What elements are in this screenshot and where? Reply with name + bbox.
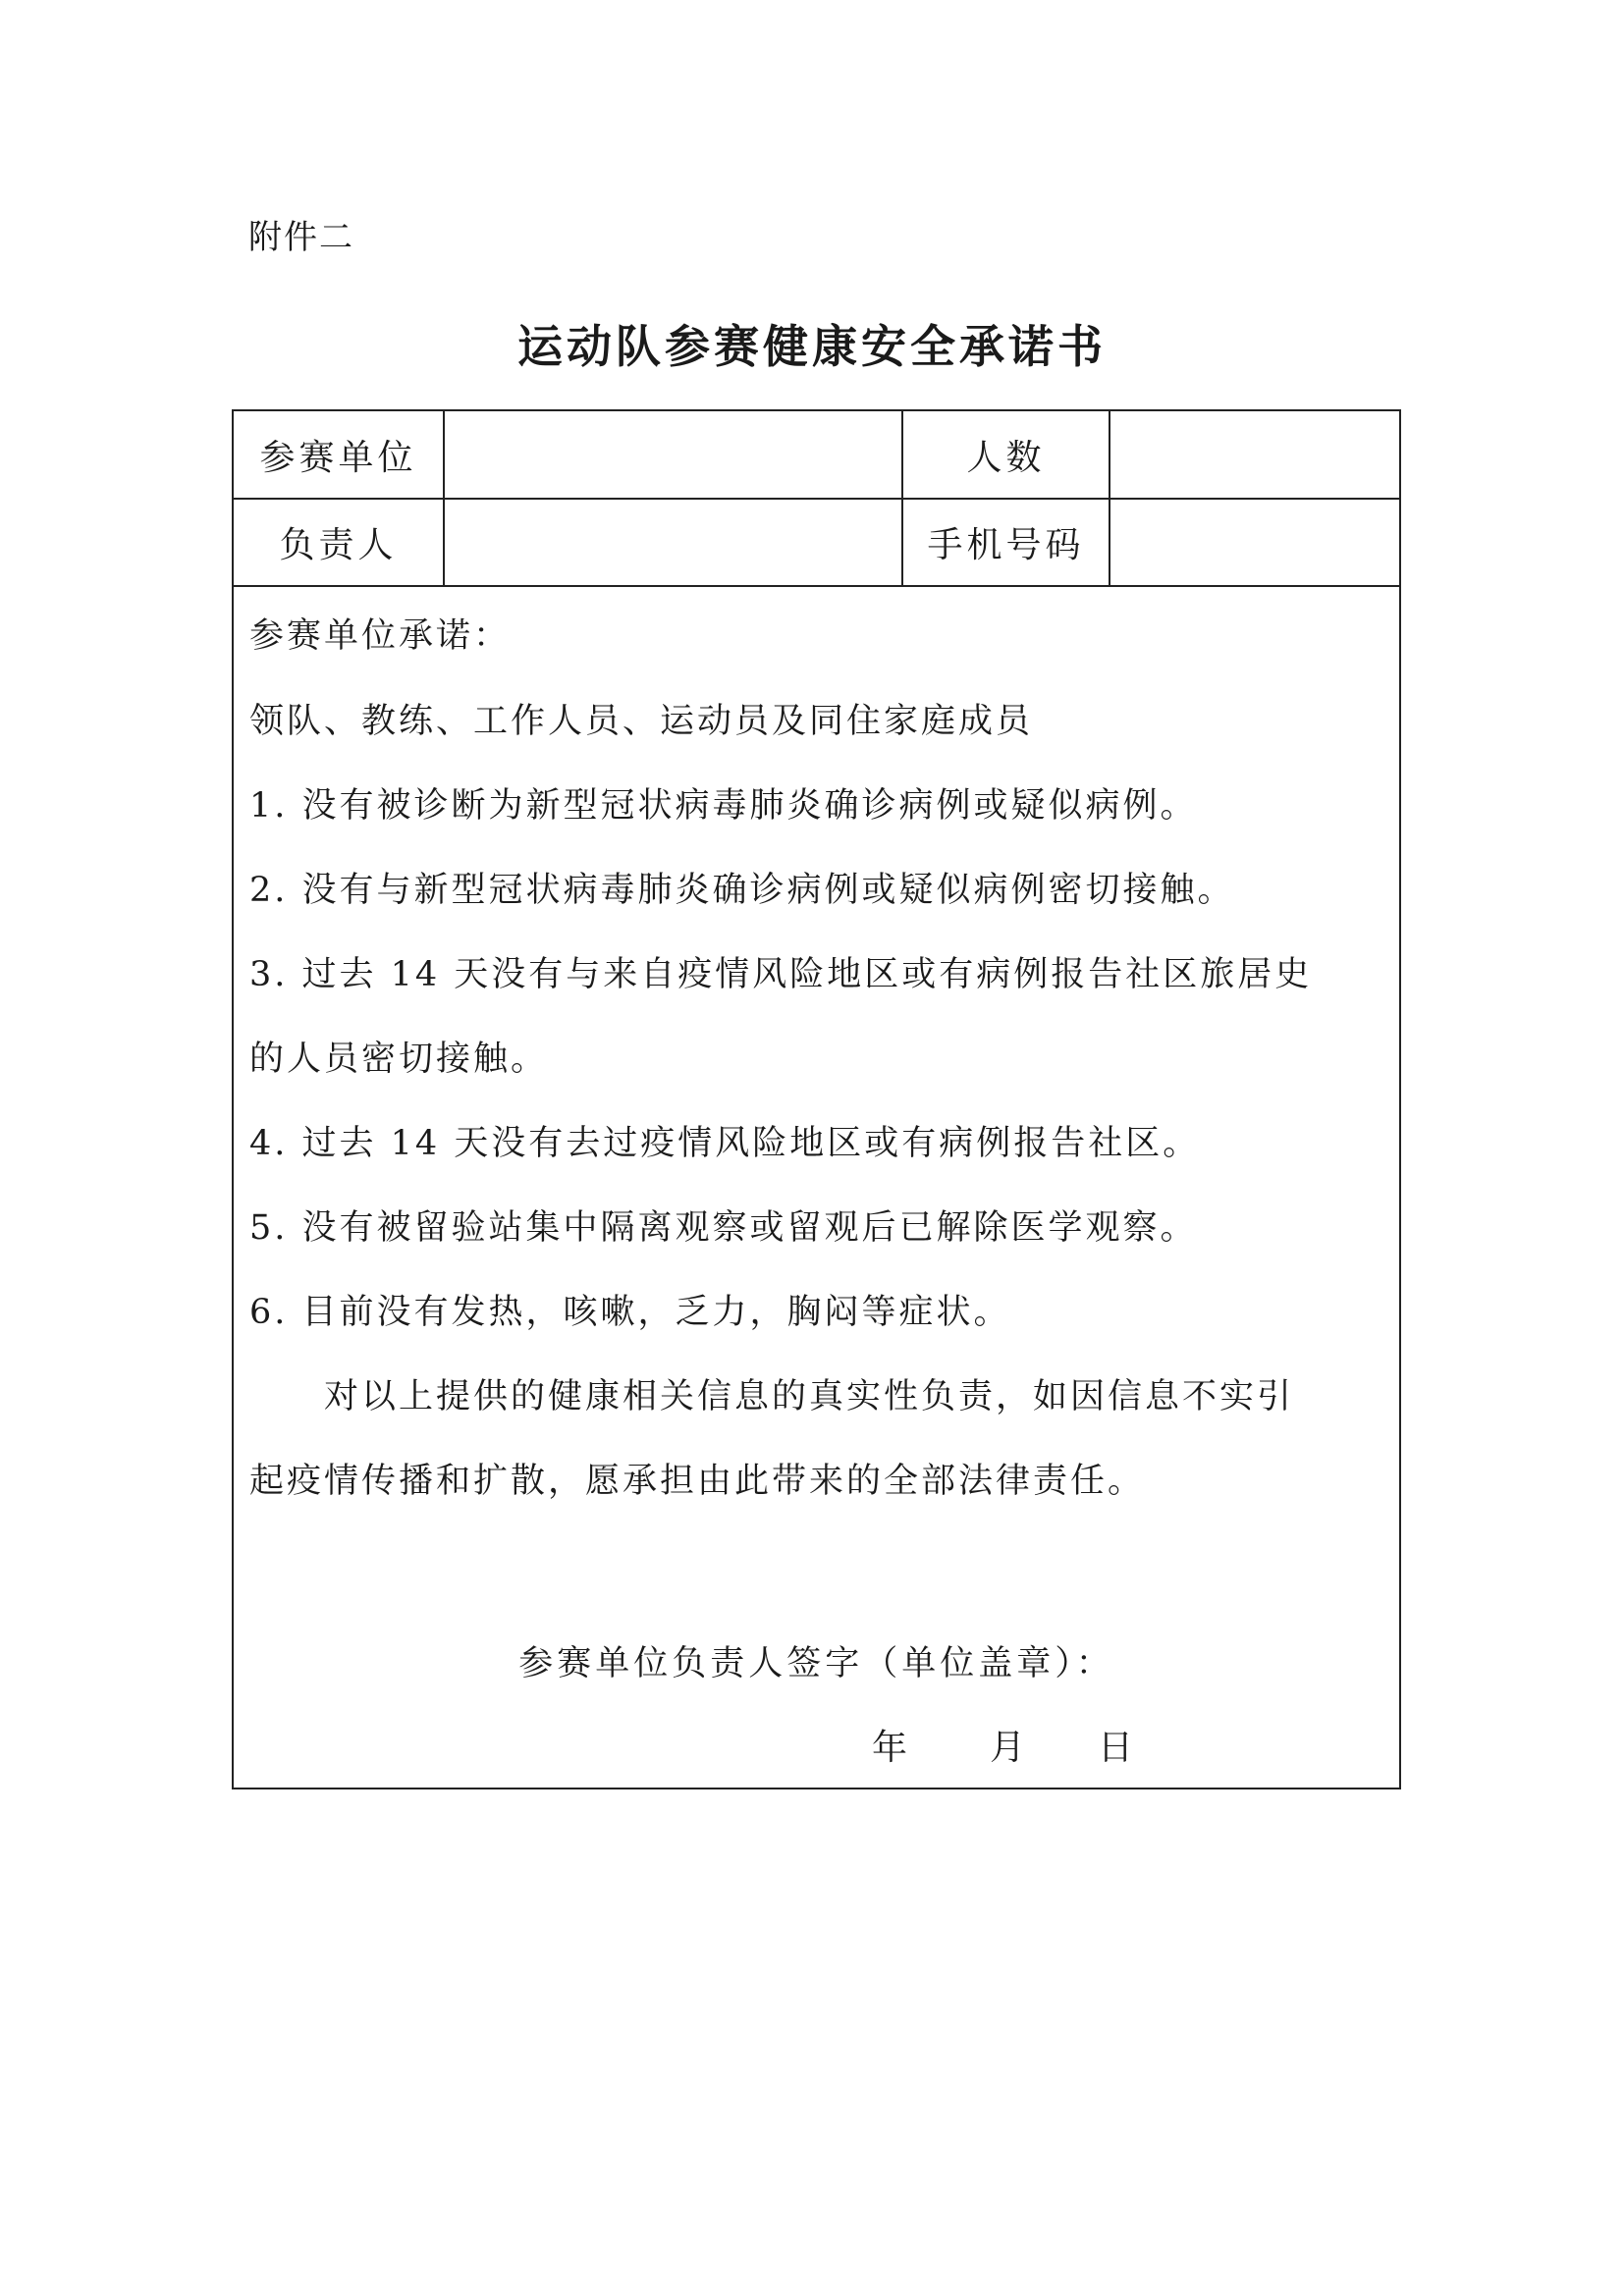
headcount-label: 人数 [966, 437, 1046, 478]
date-year-label: 年 [872, 1728, 908, 1768]
commitment-item-1: 1. 没有被诊断为新型冠状病毒肺炎确诊病例或疑似病例。 [249, 786, 1198, 826]
commitment-form [232, 409, 1401, 1789]
declaration-line-1: 对以上提供的健康相关信息的真实性负责，如因信息不实引 [249, 1377, 1295, 1416]
phone-number-label: 手机号码 [927, 525, 1085, 565]
date-month-label: 月 [990, 1728, 1026, 1768]
declaration-line-2: 起疫情传播和扩散，愿承担由此带来的全部法律责任。 [249, 1462, 1146, 1501]
commitment-item-5: 5. 没有被留验站集中隔离观察或留观后已解除医学观察。 [249, 1208, 1198, 1248]
commitment-item-3: 3. 过去 14 天没有与来自疫情风险地区或有病例报告社区旅居史 [249, 955, 1313, 994]
document-title: 运动队参赛健康安全承诺书 [517, 320, 1107, 373]
date-day-label: 日 [1098, 1728, 1134, 1768]
commitment-item-2: 2. 没有与新型冠状病毒肺炎确诊病例或疑似病例密切接触。 [249, 871, 1235, 910]
commitment-item-4: 4. 过去 14 天没有去过疫情风险地区或有病例报告社区。 [249, 1124, 1201, 1163]
responsible-person-label: 负责人 [279, 525, 398, 565]
commitment-item-6: 6. 目前没有发热，咳嗽，乏力，胸闷等症状。 [249, 1293, 1011, 1332]
row-divider-2 [234, 585, 1399, 587]
headcount-field[interactable] [1110, 411, 1399, 498]
phone-number-field[interactable] [1110, 500, 1399, 585]
signature-label: 参赛单位负责人签字（单位盖章）： [518, 1644, 1114, 1683]
commitment-heading: 参赛单位承诺： [249, 616, 512, 656]
commitment-item-3-continued: 的人员密切接触。 [249, 1040, 549, 1079]
commitment-subject: 领队、教练、工作人员、运动员及同住家庭成员 [249, 702, 1034, 741]
team-unit-label: 参赛单位 [259, 437, 417, 478]
responsible-person-field[interactable] [445, 500, 901, 585]
team-unit-field[interactable] [445, 411, 901, 498]
attachment-label: 附件二 [248, 218, 354, 257]
